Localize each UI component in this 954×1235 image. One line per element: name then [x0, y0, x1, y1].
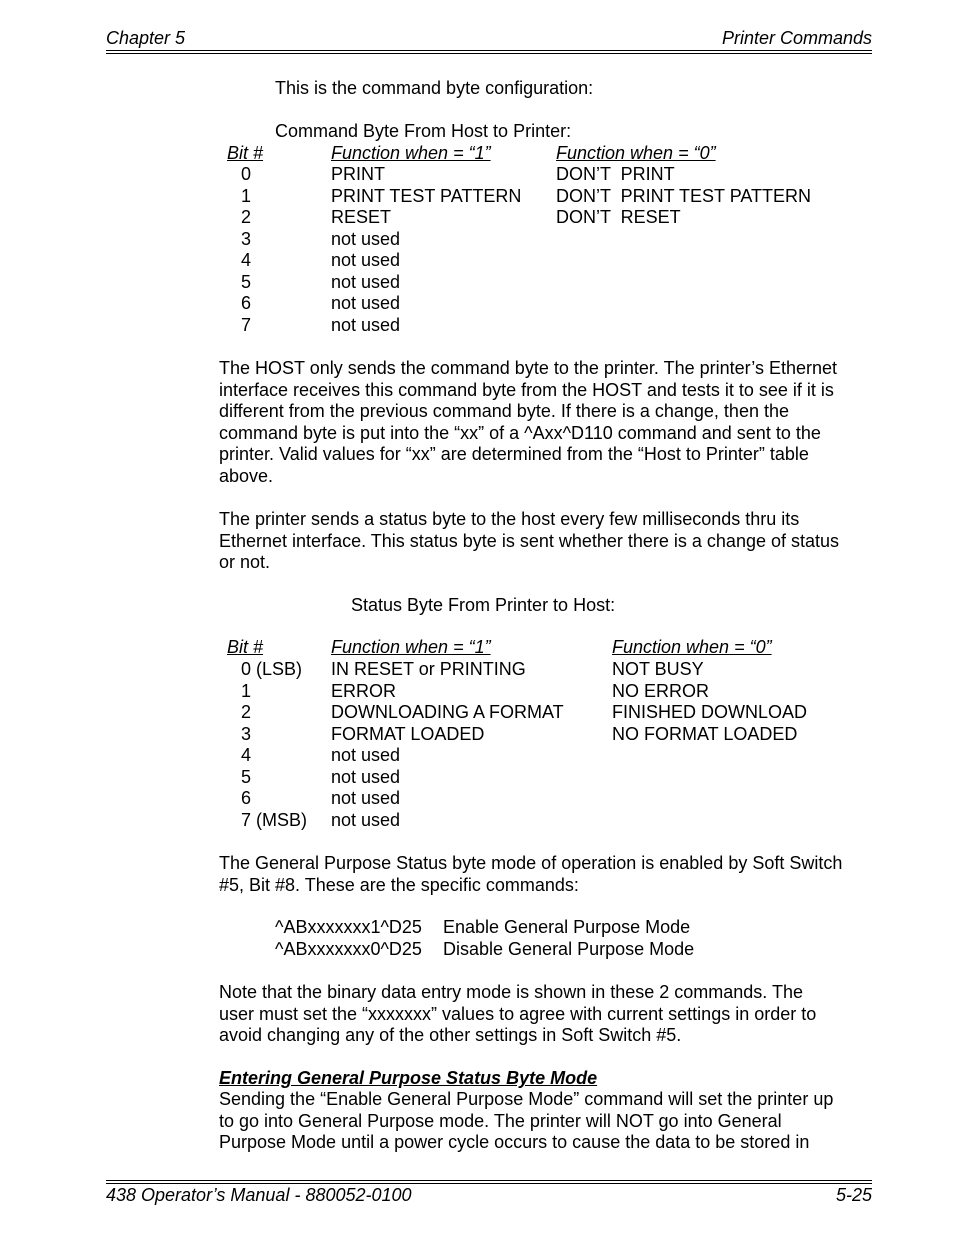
table-cell: ERROR: [331, 681, 397, 701]
table-cell: PRINT TEST PATTERN: [331, 186, 522, 206]
header-chapter: Chapter 5: [106, 28, 186, 48]
table-cell: 5: [241, 272, 252, 292]
table-cell: 7: [241, 315, 252, 335]
table-cell: DON’T PRINT: [556, 164, 675, 184]
paragraph-line: printer. Valid values for “xx” are determined from the “Host to Printer” table: [219, 444, 809, 465]
header-rule: [106, 50, 872, 54]
table-cell: PRINT: [331, 164, 385, 184]
table-cell: 2: [241, 702, 252, 722]
paragraph-line: above.: [219, 465, 274, 486]
command-table-header-one: Function when = “1”: [331, 143, 491, 163]
paragraph-line: Ethernet interface. This status byte is sent whether there is a change of status: [219, 530, 840, 551]
paragraph-line: The HOST only sends the command byte to the printer. The printer’s Ethernet: [219, 358, 837, 378]
table-cell: not used: [331, 810, 401, 830]
status-table-caption: Status Byte From Printer to Host:: [351, 595, 616, 615]
intro-text: This is the command byte configuration:: [275, 78, 594, 98]
table-cell: IN RESET or PRINTING: [331, 659, 526, 679]
paragraph-line: avoid changing any of the other settings in Soft Switch #5.: [219, 1025, 682, 1046]
paragraph-line: to go into General Purpose mode. The printer will NOT go into General: [219, 1110, 782, 1131]
paragraph-line: user must set the “xxxxxxx” values to agree with current settings in order to: [219, 1003, 817, 1024]
table-cell: 5: [241, 767, 252, 787]
footer-manual: 438 Operator’s Manual - 880052-0100: [106, 1185, 412, 1205]
table-cell: NO FORMAT LOADED: [612, 724, 798, 744]
command-table-header-bit: Bit #: [227, 143, 264, 163]
paragraph-line: Purpose Mode until a power cycle occurs to cause the data to be stored in: [219, 1132, 810, 1153]
table-cell: not used: [331, 250, 401, 270]
table-cell: NOT BUSY: [612, 659, 704, 679]
paragraph-status-byte: [219, 509, 874, 574]
section-heading: Entering General Purpose Status Byte Mode: [219, 1068, 598, 1088]
status-table-header-zero: Function when = “0”: [612, 637, 772, 657]
table-cell: not used: [331, 315, 401, 335]
paragraph-host-command: [219, 358, 874, 488]
command-table-caption: Command Byte From Host to Printer:: [275, 121, 572, 141]
table-cell: not used: [331, 293, 401, 313]
paragraph-line: different from the previous command byte. If there is a change, then the: [219, 401, 789, 422]
table-cell: 7 (MSB): [241, 810, 308, 830]
table-cell: DON’T RESET: [556, 207, 681, 227]
paragraph-line: #5, Bit #8. These are the specific commands:: [219, 874, 579, 895]
table-cell: 6: [241, 293, 252, 313]
paragraph-line: Note that the binary data entry mode is shown in these 2 commands. The: [219, 982, 803, 1002]
table-cell: 4: [241, 745, 252, 765]
command-description: Disable General Purpose Mode: [443, 939, 695, 959]
table-cell: RESET: [331, 207, 392, 227]
command-code: ^ABxxxxxxx1^D25: [275, 917, 422, 937]
table-cell: DON’T PRINT TEST PATTERN: [556, 186, 812, 206]
paragraph-line: interface receives this command byte from the HOST and tests it to see if it is: [219, 379, 834, 400]
paragraph-line: Sending the “Enable General Purpose Mode” command will set the printer up: [219, 1089, 834, 1109]
table-cell: 1: [241, 681, 252, 701]
paragraph-line: command byte is put into the “xx” of a ^Axx^D110 command and sent to the: [219, 422, 821, 443]
table-cell: 1: [241, 186, 252, 206]
table-cell: not used: [331, 767, 401, 787]
table-cell: 6: [241, 788, 252, 808]
table-cell: FORMAT LOADED: [331, 724, 485, 744]
table-cell: 3: [241, 724, 252, 744]
table-cell: 3: [241, 229, 252, 249]
status-table-header-one: Function when = “1”: [331, 637, 491, 657]
table-cell: 0: [241, 164, 252, 184]
paragraph-binary-note: [219, 982, 874, 1047]
paragraph-enable-mode: [219, 1089, 874, 1154]
command-table-header-zero: Function when = “0”: [556, 143, 716, 163]
table-cell: 0 (LSB): [241, 659, 303, 679]
table-cell: 4: [241, 250, 252, 270]
table-cell: not used: [331, 788, 401, 808]
header-section: Printer Commands: [721, 28, 872, 48]
table-cell: 2: [241, 207, 252, 227]
paragraph-line: The printer sends a status byte to the host every few milliseconds thru its: [219, 509, 800, 529]
paragraph-line: The General Purpose Status byte mode of operation is enabled by Soft Switch: [219, 853, 843, 873]
table-cell: not used: [331, 745, 401, 765]
table-cell: DOWNLOADING A FORMAT: [331, 702, 564, 722]
footer-page-number: 5-25: [835, 1185, 872, 1205]
table-cell: FINISHED DOWNLOAD: [612, 702, 808, 722]
command-code: ^ABxxxxxxx0^D25: [275, 939, 422, 959]
status-table-header-bit: Bit #: [227, 637, 264, 657]
table-cell: not used: [331, 229, 401, 249]
footer-rule: [106, 1180, 872, 1184]
table-cell: not used: [331, 272, 401, 292]
paragraph-general-purpose: [219, 853, 874, 896]
command-description: Enable General Purpose Mode: [443, 917, 691, 937]
table-cell: NO ERROR: [612, 681, 710, 701]
paragraph-line: or not.: [219, 552, 271, 573]
